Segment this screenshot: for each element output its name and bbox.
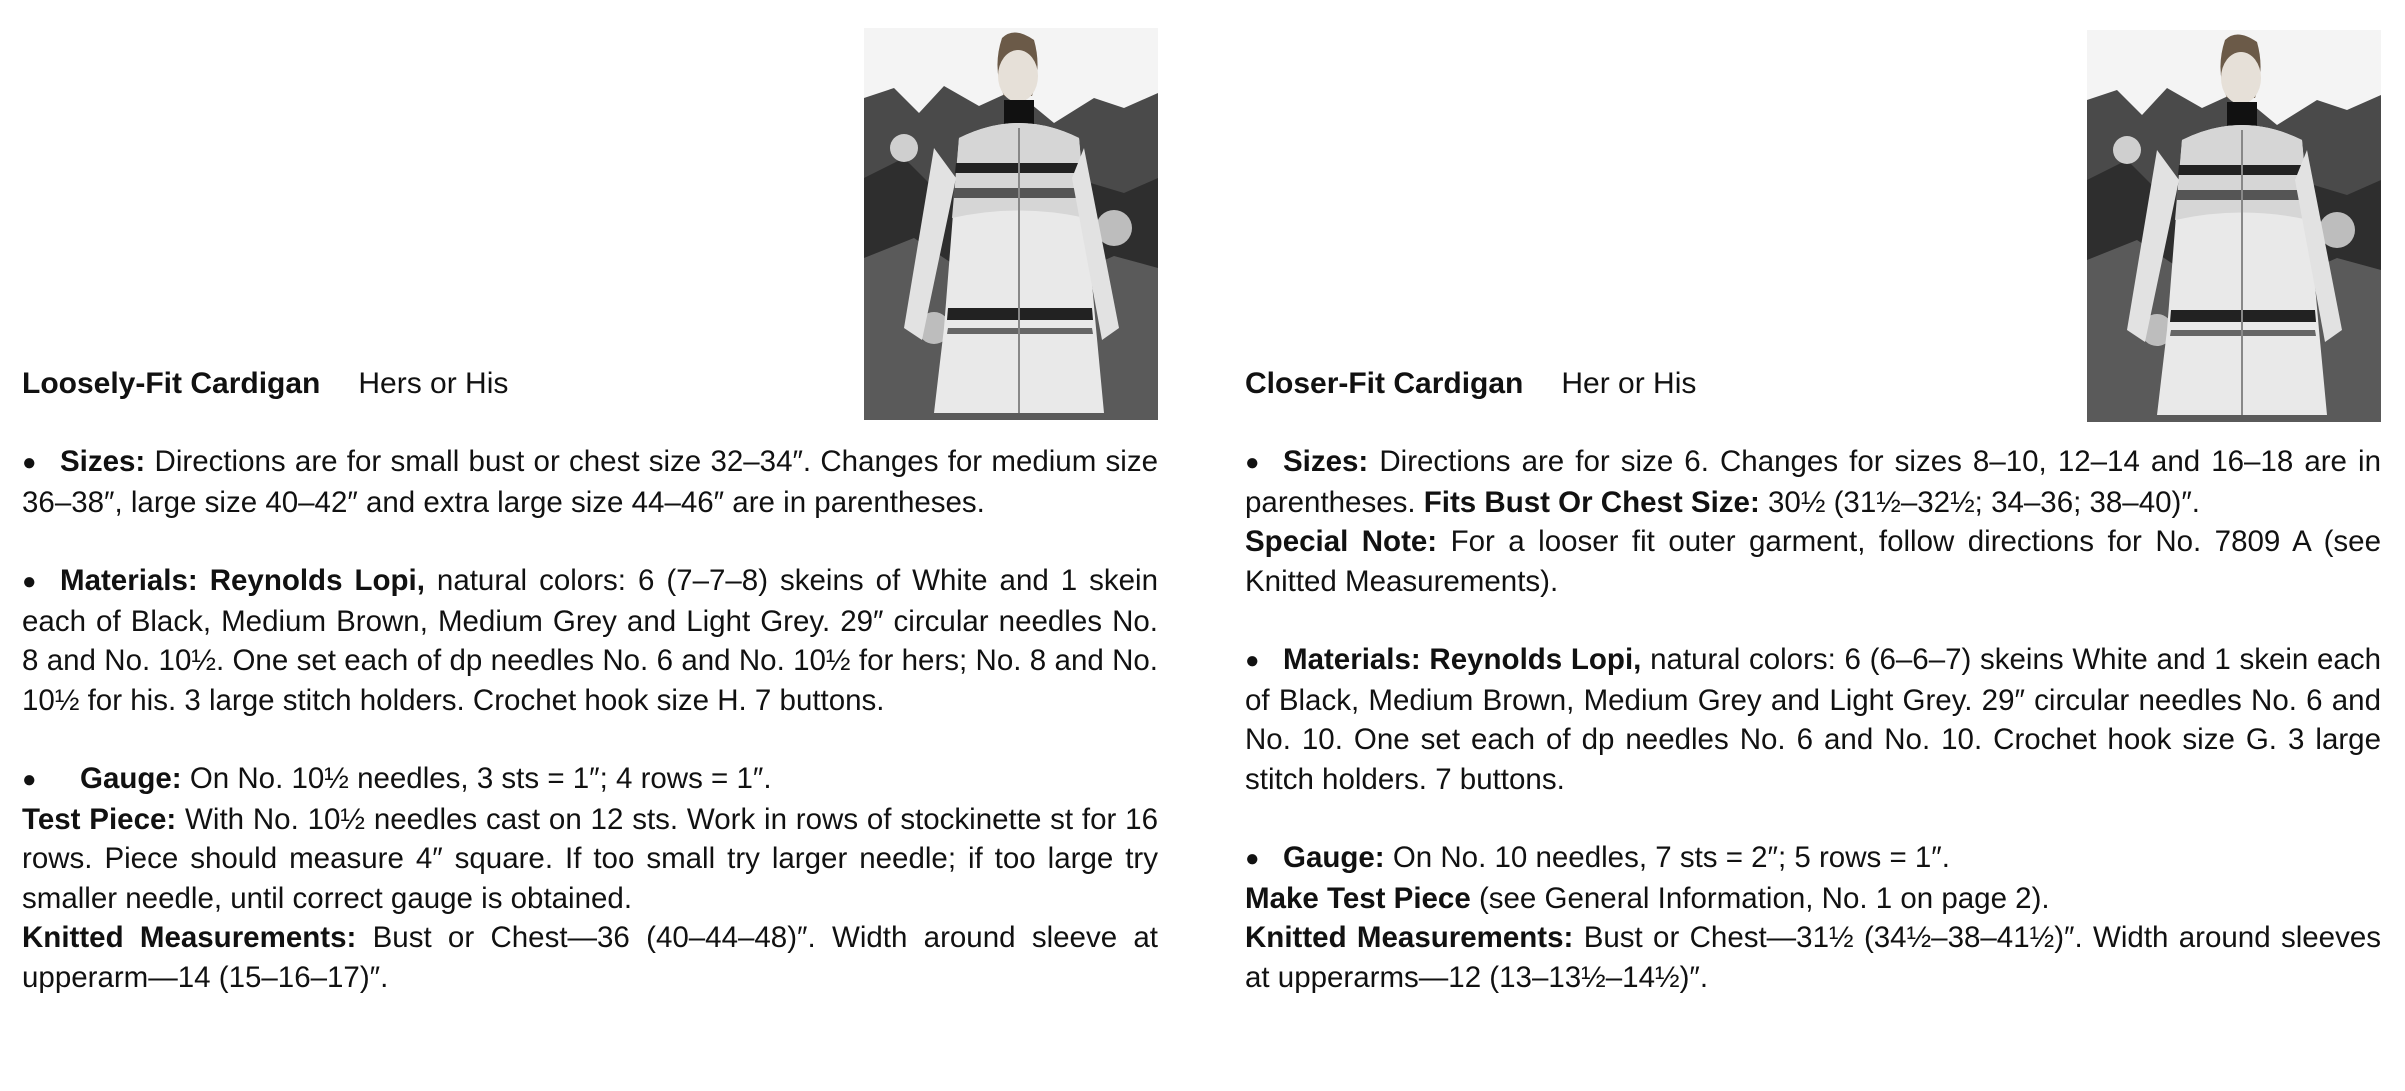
gauge-label: Gauge: — [80, 762, 182, 795]
pattern-subtitle: Her or His — [1561, 367, 1697, 400]
knitted-measurements-label: Knitted Measurements: — [22, 921, 357, 954]
knitted-measurements-paragraph — [22, 918, 1158, 997]
materials-paragraph — [1245, 640, 2381, 799]
materials-label: Materials: Reynolds Lopi, — [1283, 643, 1642, 676]
sizes-label: Sizes: — [60, 445, 146, 478]
fits-size-label: Fits Bust Or Chest Size: — [1423, 485, 1760, 519]
pattern-instructions — [22, 442, 1158, 997]
sizes-paragraph — [1245, 442, 2381, 522]
special-note-label: Special Note: — [1245, 525, 1438, 558]
test-piece-text: With No. 10½ needles cast on 12 sts. Work in rows of stockinette st for 16 rows. Piece should measure 4″ square. If too small try larger needle; if too large try smaller needle, until correct gauge is obtained. — [22, 802, 1158, 915]
right-pattern-column — [1245, 0, 2405, 1091]
cardigan-photo — [864, 28, 1158, 420]
bullet-icon: ● — [1245, 845, 1260, 872]
special-note-paragraph — [1245, 522, 2381, 601]
materials-text: natural colors: 6 (6–6–7) skeins White and 1 skein each of Black, Medium Brown, Medium Grey and Light Grey. 29″ circular needles No. 6 and No. 10. One set each of dp needles No. 6 and No. 10. Crochet hook size G. 3 large stitch holders. 7 buttons. — [1245, 643, 2381, 796]
bullet-icon: ● — [22, 449, 37, 476]
gauge-paragraph — [22, 759, 1158, 800]
knitted-measurements-text: Bust or Chest—36 (40–44–48)″. Width around sleeve at upperarm—14 (15–16–17)″. — [22, 921, 1158, 994]
sizes-text: Directions are for small bust or chest size 32–34″. Changes for medium size 36–38″, large size 40–42″ and extra large size 44–46″ are in parentheses. — [22, 445, 1158, 519]
gauge-text: On No. 10½ needles, 3 sts = 1″; 4 rows = 1″. — [189, 762, 772, 795]
gauge-text: On No. 10 needles, 7 sts = 2″; 5 rows = 1″. — [1392, 841, 1950, 874]
pattern-heading — [22, 364, 508, 404]
make-test-piece-label: Make Test Piece — [1245, 881, 1471, 915]
left-pattern-column — [22, 0, 1182, 1091]
gauge-label: Gauge: — [1283, 841, 1385, 874]
sizes-paragraph — [22, 442, 1158, 522]
materials-label: Materials: Reynolds Lopi, — [60, 564, 425, 597]
pattern-subtitle: Hers or His — [358, 367, 509, 400]
make-test-piece-paragraph — [1245, 879, 2381, 919]
gauge-paragraph — [1245, 838, 2381, 879]
bullet-icon: ● — [22, 766, 37, 793]
knitted-measurements-text: Bust or Chest—31½ (34½–38–41½)″. Width around sleeves at upperarms—12 (13–13½–14½)″. — [1245, 921, 2381, 994]
test-piece-label: Test Piece: — [22, 802, 177, 836]
make-test-piece-text: (see General Information, No. 1 on page 2). — [1478, 881, 2050, 915]
pattern-instructions — [1245, 442, 2381, 997]
cardigan-photo — [2087, 30, 2381, 422]
knitted-measurements-label: Knitted Measurements: — [1245, 921, 1574, 954]
fits-size-text: 30½ (31½–32½; 34–36; 38–40)″. — [1768, 485, 2200, 519]
pattern-title: Closer-Fit Cardigan — [1245, 367, 1524, 400]
bullet-icon: ● — [22, 568, 37, 595]
materials-text: natural colors: 6 (7–7–8) skeins of White and 1 skein each of Black, Medium Brown, Medium Grey and Light Grey. 29″ circular needles No. 8 and No. 10½. One set each of dp needles No. 6 and No. 10½ for hers; No. 8 and No. 10½ for his. 3 large stitch holders. Crochet hook size H. 7 buttons. — [22, 564, 1159, 717]
knitted-measurements-paragraph — [1245, 918, 2381, 997]
special-note-text: For a looser fit outer garment, follow directions for No. 7809 A (see Knitted Measurements). — [1245, 525, 2381, 598]
sizes-label: Sizes: — [1283, 445, 1369, 478]
test-piece-paragraph — [22, 800, 1158, 919]
bullet-icon: ● — [1245, 449, 1260, 476]
materials-paragraph — [22, 561, 1158, 720]
pattern-heading — [1245, 364, 1696, 404]
sizes-text: Directions are for size 6. Changes for sizes 8–10, 12–14 and 16–18 are in parentheses. — [1245, 445, 2381, 519]
pattern-title: Loosely-Fit Cardigan — [22, 367, 321, 400]
bullet-icon: ● — [1245, 647, 1260, 674]
